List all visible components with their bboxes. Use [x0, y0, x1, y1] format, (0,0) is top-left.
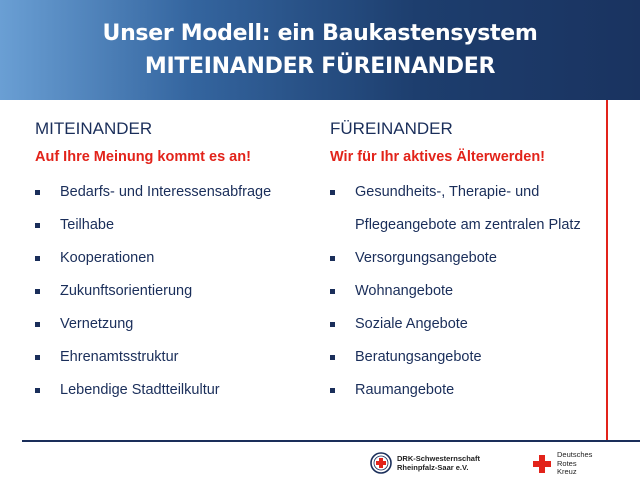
list-item-text: Vernetzung — [60, 316, 134, 332]
deutsches-rotes-kreuz-logo — [532, 449, 592, 479]
slide-subtitle: MITEINANDER FÜREINANDER — [144, 54, 496, 79]
drk-emblem-icon — [370, 452, 392, 474]
list-item — [330, 242, 600, 275]
list-item — [35, 308, 305, 341]
list-item — [35, 242, 305, 275]
bullet-square-icon — [330, 289, 335, 294]
list-item-text: Bedarfs- und Interessensabfrage — [60, 184, 272, 200]
list-item-text: Soziale Angebote — [355, 316, 468, 332]
bullet-square-icon — [35, 256, 40, 261]
list-item-text: Wohnangebote — [355, 283, 454, 299]
list-item-text: Kooperationen — [60, 250, 155, 266]
logo-text-line: DRK-Schwesternschaft — [397, 454, 480, 463]
bullet-square-icon — [330, 256, 335, 261]
red-cross-icon — [532, 454, 552, 474]
bullet-square-icon — [35, 223, 40, 228]
logo-text-line: Deutsches — [557, 450, 593, 460]
list-item-text: Versorgungsangebote — [355, 250, 497, 266]
logo-text-line: Rotes — [557, 458, 577, 468]
footer-divider — [22, 440, 640, 442]
bullet-square-icon — [35, 289, 40, 294]
logo-text — [557, 451, 592, 477]
bullet-square-icon — [35, 322, 40, 327]
column-tagline: Wir für Ihr aktives Älterwerden! — [330, 149, 546, 165]
list-item — [330, 374, 600, 407]
bullet-list — [330, 176, 600, 407]
column-miteinander — [35, 118, 305, 407]
slide-title: Unser Modell: ein Baukastensystem — [102, 21, 538, 46]
list-item — [35, 341, 305, 374]
list-item-text: Beratungsangebote — [355, 349, 482, 365]
bullet-square-icon — [35, 190, 40, 195]
list-item-text: Raumangebote — [355, 382, 455, 398]
list-item — [35, 209, 305, 242]
bullet-square-icon — [330, 190, 335, 195]
bullet-square-icon — [330, 388, 335, 393]
logo-text-line: Rheinpfalz-Saar e.V. — [397, 463, 469, 472]
bullet-square-icon — [330, 355, 335, 360]
list-item — [35, 374, 305, 407]
bullet-square-icon — [35, 388, 40, 393]
red-divider-line — [606, 100, 608, 440]
list-item — [35, 275, 305, 308]
list-item-text: Ehrenamtsstruktur — [60, 349, 179, 365]
list-item — [330, 308, 600, 341]
column-fuereinander — [330, 118, 600, 407]
bullet-list — [35, 176, 305, 407]
list-item — [35, 176, 305, 209]
slide-header — [0, 0, 640, 100]
list-item-text: Gesundheits-, Therapie- und Pflegeangebote am zentralen Platz — [355, 184, 581, 233]
list-item-text: Teilhabe — [60, 217, 115, 233]
bullet-square-icon — [35, 355, 40, 360]
logo-text-line: Kreuz — [557, 467, 577, 477]
list-item — [330, 275, 600, 308]
logo-text — [397, 454, 480, 472]
list-item-text: Lebendige Stadtteilkultur — [60, 382, 220, 398]
column-title: FÜREINANDER — [330, 119, 453, 138]
list-item — [330, 341, 600, 374]
column-tagline: Auf Ihre Meinung kommt es an! — [35, 149, 251, 165]
list-item-text: Zukunftsorientierung — [60, 283, 193, 299]
bullet-square-icon — [330, 322, 335, 327]
column-title: MITEINANDER — [35, 119, 153, 138]
drk-schwesternschaft-logo — [370, 450, 480, 476]
list-item — [330, 176, 600, 242]
